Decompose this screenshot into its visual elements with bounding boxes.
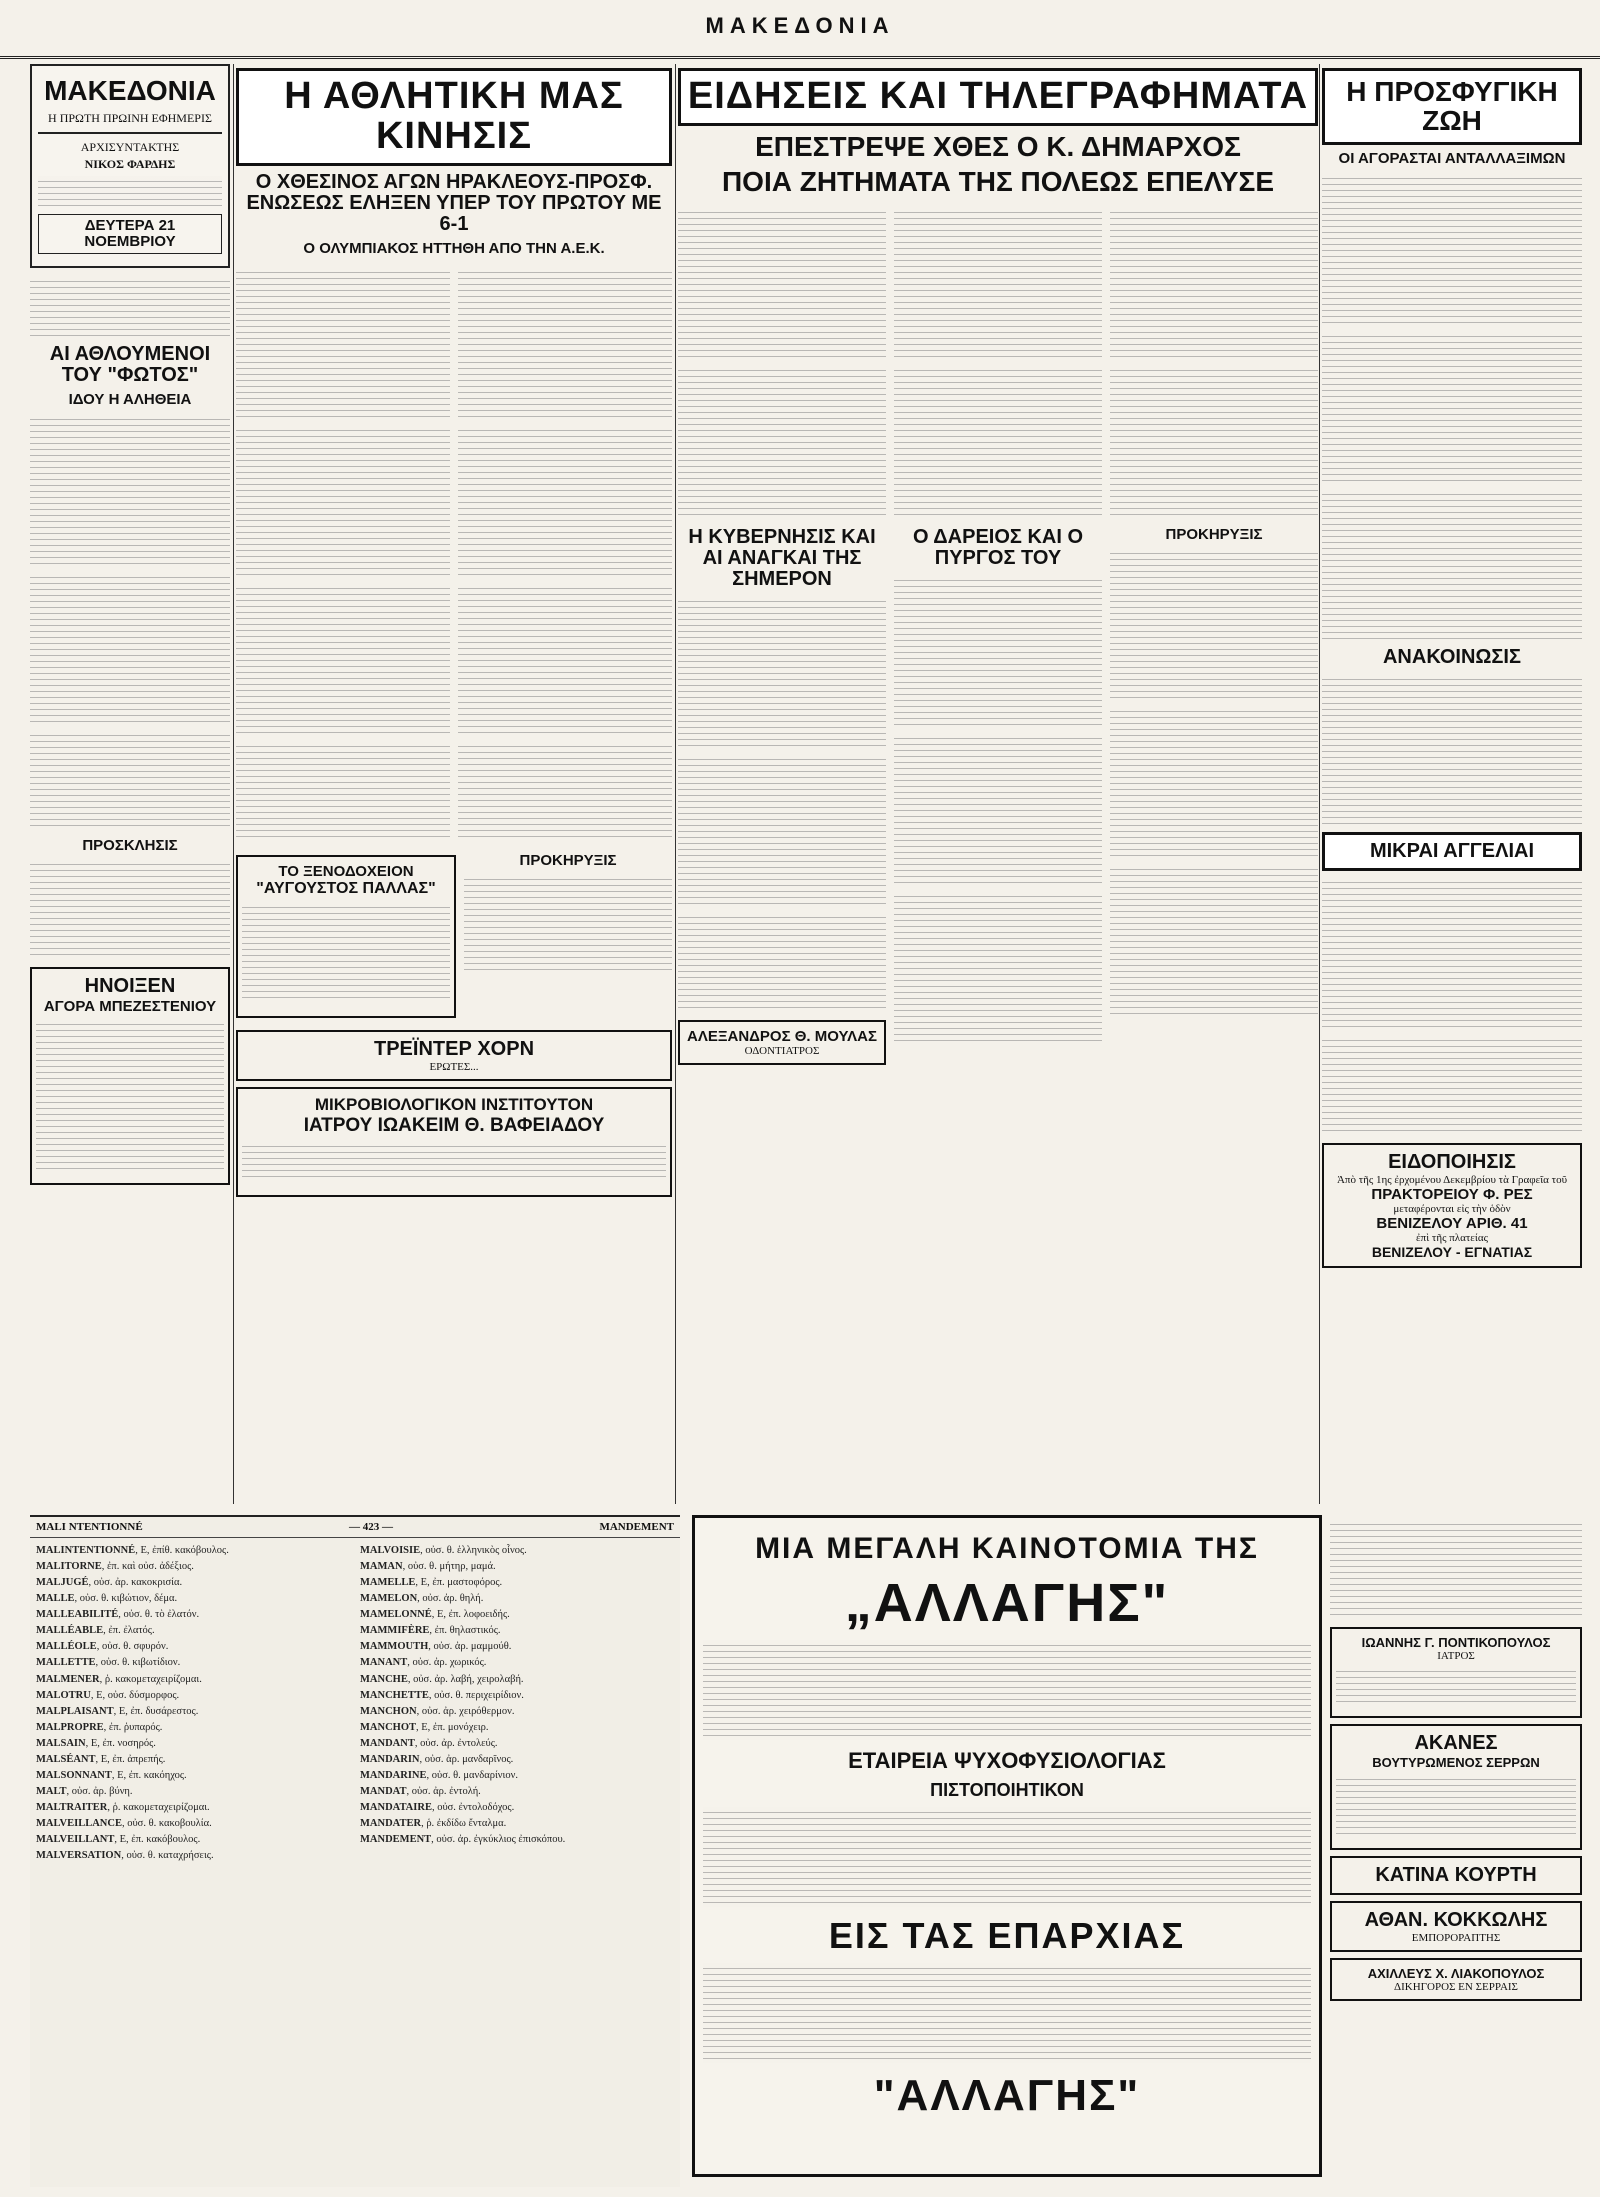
provinces-head: ΕΙΣ ΤΑΣ ΕΠΑΡΧΙΑΣ [828, 1915, 1186, 1956]
paper-nameplate [30, 64, 230, 268]
dictionary-entry: MALLÉABLE, ἐπ. ἐλατός. [36, 1625, 155, 1637]
text-block [30, 859, 230, 959]
text-block [30, 572, 230, 722]
dictionary-entry: MANANT, οὐσ. ἀρ. χωρικός. [360, 1657, 487, 1669]
dictionary-entry: MANDEMENT, οὐσ. ἀρ. ἐγκύκλιος ἐπισκόπου. [360, 1834, 566, 1846]
government-headline: Η ΚΥΒΕΡΝΗΣΙΣ ΚΑΙ ΑΙ ΑΝΑΓΚΑΙ ΤΗΣ ΣΗΜΕΡΟΝ [688, 525, 876, 590]
sports-subhead: Ο ΟΛΥΜΠΙΑΚΟΣ ΗΤΤΗΘΗ ΑΠΟ ΤΗΝ Α.Ε.Κ. [303, 239, 605, 257]
news-subhead: ΠΟΙΑ ΖΗΤΗΜΑΤΑ ΤΗΣ ΠΟΛΕΩΣ ΕΠΕΛΥΣΕ [721, 166, 1275, 198]
dictionary-entry: MALMENER, ῥ. κακομεταχειρίζομαι. [36, 1673, 202, 1685]
notice-ad-firm: ΠΡΑΚΤΟΡΕΙΟΥ Φ. ΡΕΣ [1371, 1185, 1533, 1203]
invite-headline: ΠΡΟΣΚΛΗΣΙΣ [82, 836, 178, 854]
kokkolis-name: ΑΘΑΝ. ΚΟΚΚΩΛΗΣ [1364, 1909, 1548, 1931]
hotel-name: "ΑΥΓΟΥΣΤΟΣ ΠΑΛΛΑΣ" [256, 879, 436, 897]
small-ads-head: ΜΙΚΡΑΙ ΑΓΓΕΛΙΑΙ [1322, 832, 1582, 871]
paper-tagline: Η ΠΡΩΤΗ ΠΡΩΙΝΗ ΕΦΗΜΕΡΙΣ [48, 111, 212, 126]
paper-name: ΜΑΚΕΔΟΝΙΑ [44, 75, 216, 106]
dictionary-left-head: MALI NTENTIONNÉ [36, 1521, 143, 1533]
dictionary-entry: MALPLAISANT, E, ἐπ. δυσάρεστος. [36, 1705, 199, 1717]
property-title: ΑΚΑΝΕΣ [1414, 1732, 1498, 1754]
text-block [30, 414, 230, 564]
market-ad-title: ΗΝΟΙΞΕΝ [84, 975, 176, 998]
dictionary-entry: MALJUGÉ, οὐσ. ἀρ. κακοκρισία. [36, 1577, 183, 1589]
dictionary-entry: MANCHETTE, οὐσ. θ. περιχειρίδιον. [360, 1689, 524, 1701]
dictionary-entry: MANDATER, ῥ. ἐκδίδω ἔνταλμα. [360, 1818, 507, 1830]
dictionary-entry: MANDARINE, οὐσ. θ. μανδαρίνιον. [360, 1769, 518, 1781]
text-block [30, 730, 230, 830]
column-4 [1322, 64, 1582, 1504]
refugee-section-head: Η ΠΡΟΣΦΥΓΙΚΗ ΖΩΗ [1322, 68, 1582, 145]
column-rule [233, 64, 234, 1504]
notice-ad-corner: ΒΕΝΙΖΕΛΟΥ - ΕΓΝΑΤΙΑΣ [1371, 1243, 1533, 1260]
dictionary-entry: MANCHE, οὐσ. ἀρ. λαβή, χειρολαβή. [360, 1673, 524, 1685]
hotel-label: ΤΟ ΞΕΝΟΔΟΧΕΙΟΝ [278, 862, 414, 880]
movie-ad-sub: ΕΡΩΤΕΣ... [429, 1060, 479, 1073]
dictionary-entry: MALINTENTIONNÉ, E, ἐπίθ. κακόβουλος. [36, 1545, 229, 1556]
allagis-ad-block [692, 1515, 1322, 2185]
allagis-paper: „ΑΛΛΑΓΗΣ" [844, 1573, 1170, 1633]
column-rule [675, 64, 676, 1504]
column-3 [678, 64, 1318, 1504]
dictionary-right-head: MANDEMENT [599, 1521, 674, 1533]
dictionary-entry: MANDATAIRE, οὐσ. ἐντολοδόχος. [360, 1802, 515, 1813]
allagis-paper-2: "ΑΛΛΑΓΗΣ" [873, 2071, 1141, 2120]
lab-ad [236, 1087, 672, 1197]
lawyer-ad [1330, 1958, 1582, 2001]
allagis-lead: ΜΙΑ ΜΕΓΑΛΗ ΚΑΙΝΟΤΟΜΙΑ ΤΗΣ [755, 1532, 1259, 1565]
lawyer-title: ΔΙΚΗΓΟΡΟΣ ΕΝ ΣΕΡΡΑΙΣ [1394, 1981, 1518, 1993]
dictionary-column-a [36, 1544, 350, 1865]
movie-ad [236, 1030, 672, 1081]
society-name: ΕΤΑΙΡΕΙΑ ΨΥΧΟΦΥΣΙΟΛΟΓΙΑΣ [848, 1748, 1166, 1773]
dictionary-entry: MANCHON, οὐσ. ἀρ. χειρόθερμον. [360, 1705, 515, 1717]
dictionary-entry: MANDARIN, οὐσ. ἀρ. μανδαρῖνος. [360, 1753, 514, 1765]
dictionary-entry: MALVOISIE, οὐσ. θ. ἑλληνικὸς οἶνος. [360, 1545, 527, 1556]
masthead [0, 0, 1600, 59]
dentist-ad [678, 1020, 886, 1065]
announce-headline: ΑΝΑΚΟΙΝΩΣΙΣ [1382, 645, 1521, 668]
dictionary-entry: MALVERSATION, οὐσ. θ. καταχρήσεις. [36, 1850, 214, 1862]
dictionary-entry: MANDAT, οὐσ. ἀρ. ἐντολή. [360, 1785, 481, 1797]
property-sub: ΒΟΥΤΥΡΩΜΕΝΟΣ ΣΕΡΡΩΝ [1372, 1755, 1540, 1770]
dictionary-entry: MALSAIN, E, ἐπ. νοσηρός. [36, 1737, 156, 1749]
notice-ad-street: ΒΕΝΙΖΕΛΟΥ ΑΡΙΘ. 41 [1376, 1214, 1528, 1232]
column-1 [30, 64, 230, 1504]
text-block [38, 176, 222, 206]
refugee-headline: ΟΙ ΑΓΟΡΑΣΤΑΙ ΑΝΤΑΛΛΑΞΙΜΩΝ [1338, 149, 1566, 167]
dictionary-entry: MAMELONNÉ, E, ἐπ. λοφοειδής. [360, 1609, 510, 1621]
dictionary-entry: MAMELLE, E, ἐπ. μαστοφόρος. [360, 1577, 503, 1589]
kourti-ad [1330, 1856, 1582, 1895]
dictionary-entry: MALLÉOLE, οὐσ. θ. σφυρόν. [36, 1641, 169, 1653]
dictionary-entry: MAMMIFÈRE, ἐπ. θηλαστικός. [360, 1625, 501, 1637]
lower-right-ads [1330, 1515, 1582, 2185]
athletes-subhead: ΙΔΟΥ Η ΑΛΗΘΕΙΑ [68, 390, 192, 408]
notice-headline-2: ΠΡΟΚΗΡΥΞΙΣ [1165, 525, 1263, 543]
property-ad [1330, 1724, 1582, 1850]
dictionary-entry: MALTRAITER, ῥ. κακομεταχειρίζομαι. [36, 1802, 210, 1813]
dentist-name: ΑΛΕΞΑΝΔΡΟΣ Θ. ΜΟΥΛΑΣ [686, 1027, 877, 1045]
editor-label: ΑΡΧΙΣΥΝΤΑΚΤΗΣ [80, 140, 180, 155]
dictionary-header [30, 1517, 680, 1538]
dictionary-entry: MAMELON, οὐσ. ἀρ. θηλή. [360, 1593, 484, 1605]
lawyer-name: ΑΧΙΛΛΕΥΣ Χ. ΛΙΑΚΟΠΟΥΛΟΣ [1367, 1966, 1545, 1981]
dictionary-entry: MALITORNE, ἐπ. καὶ οὐσ. ἀδέξιος. [36, 1561, 194, 1573]
sports-section-head: Η ΑΘΛΗΤΙΚΗ ΜΑΣ ΚΙΝΗΣΙΣ [236, 68, 672, 166]
dictionary-entry: MALT, οὐσ. ἀρ. βύνη. [36, 1785, 133, 1797]
notice-ad [1322, 1143, 1582, 1268]
dictionary-entry: MAMMOUTH, οὐσ. ἀρ. μαμμούθ. [360, 1641, 512, 1653]
dictionary-column-b [360, 1544, 674, 1865]
dictionary-page-number: — 423 — [349, 1521, 394, 1533]
news-section-head: ΕΙΔΗΣΕΙΣ ΚΑΙ ΤΗΛΕΓΡΑΦΗΜΑΤΑ [678, 68, 1318, 126]
dictionary-entry: MALLE, οὐσ. θ. κιβώτιον, δέμα. [36, 1593, 178, 1605]
dictionary-entry: MANDANT, οὐσ. ἀρ. ἐντολεύς. [360, 1737, 498, 1749]
notice-ad-body2: μεταφέρονται εἰς τὴν ὁδὸν [1393, 1202, 1511, 1215]
certificate-head: ΠΙΣΤΟΠΟΙΗΤΙΚΟΝ [930, 1780, 1084, 1800]
issue-date: ΔΕΥΤΕΡΑ 21 ΝΟΕΜΒΡΙΟΥ [38, 214, 222, 254]
text-block [30, 276, 230, 336]
dictionary-entry: MANCHOT, E, ἐπ. μονόχειρ. [360, 1721, 489, 1733]
market-ad [30, 967, 230, 1185]
dictionary-entry: MALSÉANT, E, ἐπ. ἀπρεπής. [36, 1753, 166, 1765]
dictionary-entry: MALSONNANT, E, ἐπ. κακόηχος. [36, 1769, 187, 1781]
news-headline: ΕΠΕΣΤΡΕΨΕ ΧΘΕΣ Ο Κ. ΔΗΜΑΡΧΟΣ [755, 130, 1241, 162]
kokkolis-title: ΕΜΠΟΡΟΡΑΠΤΗΣ [1411, 1932, 1501, 1944]
dictionary-entry: MALVEILLANT, E, ἐπ. κακόβουλος. [36, 1834, 201, 1846]
editor-name: ΝΙΚΟΣ ΦΑΡΔΗΣ [84, 157, 176, 172]
market-ad-sub: ΑΓΟΡΑ ΜΠΕΖΕΣΤΕΝΙΟΥ [43, 998, 217, 1016]
text-block [36, 1019, 224, 1169]
notice-ad-body: Ἀπὸ τῆς 1ης ἐρχομένου Δεκεμβρίου τὰ Γραφεῖα τοῦ [1336, 1173, 1568, 1186]
column-2 [236, 64, 672, 1504]
notice-ad-title: ΕΙΔΟΠΟΙΗΣΙΣ [1388, 1150, 1516, 1173]
kokkolis-ad [1330, 1901, 1582, 1952]
column-rule [1319, 64, 1320, 1504]
athletes-headline: ΑΙ ΑΘΛΟΥΜΕΝΟΙ ΤΟΥ "ΦΩΤΟΣ" [49, 342, 211, 386]
notice-ad-street2: ἐπὶ τῆς πλατείας [1416, 1231, 1488, 1244]
doctor-name: ΙΩΑΝΝΗΣ Γ. ΠΟΝΤΙΚΟΠΟΥΛΟΣ [1361, 1635, 1551, 1650]
darius-headline: Ο ΔΑΡΕΙΟΣ ΚΑΙ Ο ΠΥΡΓΟΣ ΤΟΥ [912, 525, 1084, 569]
notice-headline: ΠΡΟΚΗΡΥΞΙΣ [519, 851, 617, 869]
dictionary-entry: MALVEILLANCE, οὐσ. θ. κακοβουλία. [36, 1818, 212, 1830]
doctor-ad [1330, 1627, 1582, 1718]
dictionary-entry: MAMAN, οὐσ. θ. μήτηρ, μαμά. [360, 1561, 496, 1573]
lab-title: ΜΙΚΡΟΒΙΟΛΟΓΙΚΟΝ ΙΝΣΤΙΤΟΥΤΟΝ [314, 1094, 594, 1114]
masthead-title: ΜΑΚΕΔΟΝΙΑ [705, 13, 895, 38]
lab-doctor: ΙΑΤΡΟΥ ΙΩΑΚΕΙΜ Θ. ΒΑΦΕΙΑΔΟΥ [303, 1114, 605, 1136]
kourti-name: ΚΑΤΙΝΑ ΚΟΥΡΤΗ [1375, 1864, 1537, 1886]
dictionary-entry: MALLETTE, οὐσ. θ. κιβωτίδιον. [36, 1657, 181, 1669]
dictionary-entry: MALOTRU, E, οὐσ. δύσμορφος. [36, 1689, 180, 1701]
sports-headline: Ο ΧΘΕΣΙΝΟΣ ΑΓΩΝ ΗΡΑΚΛΕΟΥΣ-ΠΡΟΣΦ. ΕΝΩΣΕΩΣ ΕΛΗΞΕΝ ΥΠΕΡ ΤΟΥ ΠΡΩΤΟΥ ΜΕ 6-1 [246, 170, 662, 235]
dictionary-page [30, 1515, 680, 2187]
dictionary-entry: MALLEABILITÉ, οὐσ. θ. τὸ ἐλατόν. [36, 1609, 200, 1621]
dictionary-entry: MALPROPRE, ἐπ. ῥυπαρός. [36, 1721, 163, 1733]
hotel-ad [236, 855, 456, 1018]
dentist-title: ΟΔΟΝΤΙΑΤΡΟΣ [744, 1044, 820, 1057]
doctor-title: ΙΑΤΡΟΣ [1437, 1650, 1475, 1662]
movie-ad-title: ΤΡΕΪΝΤΕΡ ΧΟΡΝ [373, 1037, 535, 1060]
